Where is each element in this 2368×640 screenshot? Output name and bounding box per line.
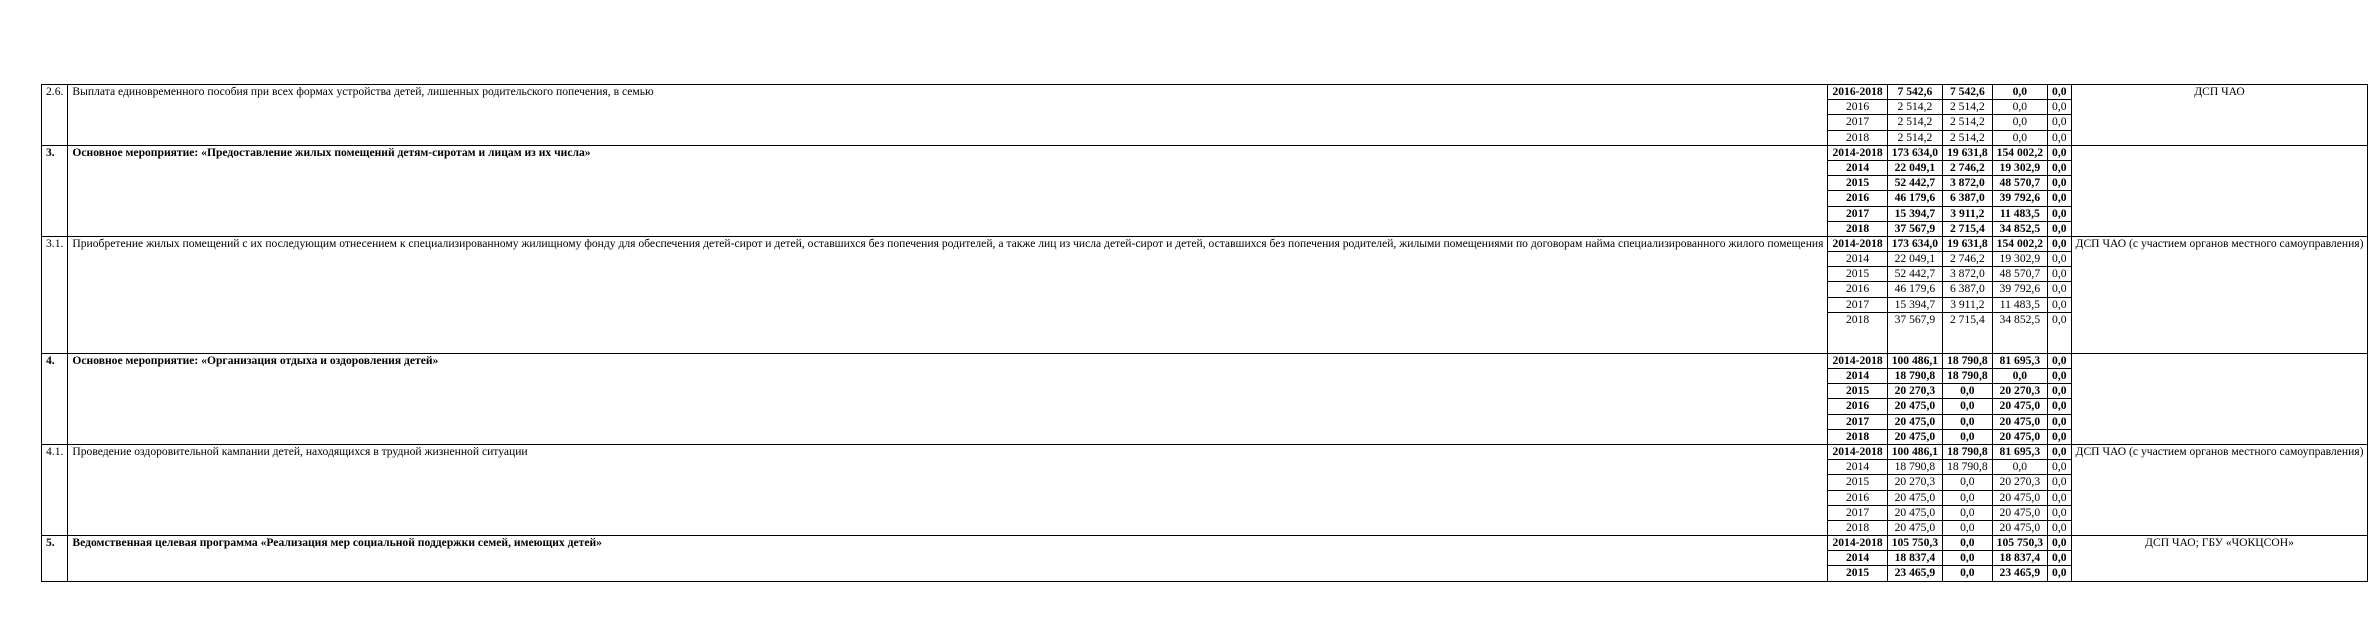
cell-total: 7 542,6 (1887, 85, 1942, 100)
responsible-executor: ДСП ЧАО (с участием органов местного самоуправления) (2071, 444, 2368, 535)
cell-year: 2015 (1828, 475, 1887, 490)
cell-total: 46 179,6 (1887, 191, 1942, 206)
cell-other: 0,0 (2048, 536, 2072, 551)
cell-total: 20 475,0 (1887, 505, 1942, 520)
activity-description: Выплата единовременного пособия при всех формах устройства детей, лишенных родительского попечения, в семью (68, 85, 1828, 146)
cell-other: 0,0 (2048, 282, 2072, 297)
table-row-activity (42, 145, 2368, 160)
cell-other: 0,0 (2048, 505, 2072, 520)
cell-year: 2016 (1828, 191, 1887, 206)
cell-year: 2015 (1828, 267, 1887, 282)
budget-table (41, 84, 2368, 582)
cell-federal: 154 002,2 (1992, 236, 2047, 251)
cell-other: 0,0 (2048, 566, 2072, 581)
cell-federal: 39 792,6 (1992, 191, 2047, 206)
cell-year: 2014-2018 (1828, 536, 1887, 551)
cell-federal: 11 483,5 (1992, 297, 2047, 312)
cell-total: 173 634,0 (1887, 145, 1942, 160)
row-number: 4. (42, 353, 68, 444)
cell-okrug: 0,0 (1943, 490, 1993, 505)
cell-federal: 23 465,9 (1992, 566, 2047, 581)
cell-total: 20 475,0 (1887, 520, 1942, 535)
cell-year: 2017 (1828, 414, 1887, 429)
cell-total: 15 394,7 (1887, 206, 1942, 221)
cell-year: 2018 (1828, 520, 1887, 535)
table-row-activity (42, 236, 2368, 251)
responsible-executor: ДСП ЧАО; ГБУ «ЧОКЦСОН» (2071, 536, 2368, 582)
cell-federal: 0,0 (1992, 100, 2047, 115)
cell-okrug: 0,0 (1943, 399, 1993, 414)
cell-other: 0,0 (2048, 490, 2072, 505)
cell-total: 100 486,1 (1887, 353, 1942, 368)
responsible-executor: ДСП ЧАО (2071, 85, 2368, 146)
cell-other: 0,0 (2048, 130, 2072, 145)
cell-total: 2 514,2 (1887, 115, 1942, 130)
cell-other: 0,0 (2048, 444, 2072, 459)
cell-total: 37 567,9 (1887, 312, 1942, 353)
cell-other: 0,0 (2048, 236, 2072, 251)
table-row-activity (42, 353, 2368, 368)
cell-okrug: 2 746,2 (1943, 160, 1993, 175)
cell-federal: 0,0 (1992, 130, 2047, 145)
cell-okrug: 0,0 (1943, 384, 1993, 399)
row-number: 5. (42, 536, 68, 582)
cell-federal: 34 852,5 (1992, 221, 2047, 236)
cell-year: 2016 (1828, 100, 1887, 115)
cell-other: 0,0 (2048, 160, 2072, 175)
cell-year: 2014 (1828, 160, 1887, 175)
cell-year: 2016 (1828, 399, 1887, 414)
cell-total: 20 475,0 (1887, 399, 1942, 414)
cell-federal: 20 475,0 (1992, 490, 2047, 505)
cell-okrug: 2 514,2 (1943, 115, 1993, 130)
cell-year: 2017 (1828, 297, 1887, 312)
cell-federal: 19 302,9 (1992, 160, 2047, 175)
cell-federal: 154 002,2 (1992, 145, 2047, 160)
cell-okrug: 3 911,2 (1943, 206, 1993, 221)
cell-federal: 20 475,0 (1992, 429, 2047, 444)
cell-total: 15 394,7 (1887, 297, 1942, 312)
cell-other: 0,0 (2048, 267, 2072, 282)
cell-okrug: 0,0 (1943, 551, 1993, 566)
cell-year: 2018 (1828, 221, 1887, 236)
cell-federal: 20 475,0 (1992, 520, 2047, 535)
activity-description: Основное мероприятие: «Организация отдыха и оздоровления детей» (68, 353, 1828, 444)
row-number: 3. (42, 145, 68, 236)
cell-other: 0,0 (2048, 115, 2072, 130)
cell-year: 2016 (1828, 490, 1887, 505)
cell-other: 0,0 (2048, 399, 2072, 414)
cell-other: 0,0 (2048, 252, 2072, 267)
cell-federal: 81 695,3 (1992, 444, 2047, 459)
cell-total: 20 475,0 (1887, 414, 1942, 429)
cell-total: 20 475,0 (1887, 429, 1942, 444)
activity-description: Основное мероприятие: «Предоставление жилых помещений детям-сиротам и лицам из их числа» (68, 145, 1828, 236)
cell-federal: 0,0 (1992, 115, 2047, 130)
cell-total: 52 442,7 (1887, 176, 1942, 191)
cell-total: 20 475,0 (1887, 490, 1942, 505)
cell-okrug: 2 715,4 (1943, 221, 1993, 236)
cell-federal: 0,0 (1992, 460, 2047, 475)
cell-okrug: 6 387,0 (1943, 191, 1993, 206)
cell-year: 2015 (1828, 384, 1887, 399)
cell-federal: 39 792,6 (1992, 282, 2047, 297)
cell-federal: 48 570,7 (1992, 267, 2047, 282)
responsible-executor (2071, 145, 2368, 236)
responsible-executor (2071, 353, 2368, 444)
cell-other: 0,0 (2048, 414, 2072, 429)
cell-okrug: 18 790,8 (1943, 369, 1993, 384)
cell-okrug: 7 542,6 (1943, 85, 1993, 100)
cell-year: 2018 (1828, 130, 1887, 145)
cell-okrug: 0,0 (1943, 429, 1993, 444)
cell-year: 2016-2018 (1828, 85, 1887, 100)
cell-other: 0,0 (2048, 551, 2072, 566)
cell-federal: 81 695,3 (1992, 353, 2047, 368)
cell-total: 22 049,1 (1887, 160, 1942, 175)
cell-total: 52 442,7 (1887, 267, 1942, 282)
cell-other: 0,0 (2048, 206, 2072, 221)
table-row-activity (42, 85, 2368, 100)
cell-total: 22 049,1 (1887, 252, 1942, 267)
table-row-activity (42, 536, 2368, 551)
cell-federal: 0,0 (1992, 85, 2047, 100)
cell-other: 0,0 (2048, 353, 2072, 368)
cell-federal: 18 837,4 (1992, 551, 2047, 566)
activity-description: Ведомственная целевая программа «Реализация мер социальной поддержки семей, имеющих детей» (68, 536, 1828, 582)
cell-year: 2014-2018 (1828, 236, 1887, 251)
cell-okrug: 0,0 (1943, 414, 1993, 429)
cell-okrug: 18 790,8 (1943, 353, 1993, 368)
cell-okrug: 3 911,2 (1943, 297, 1993, 312)
cell-federal: 105 750,3 (1992, 536, 2047, 551)
cell-other: 0,0 (2048, 145, 2072, 160)
cell-other: 0,0 (2048, 297, 2072, 312)
cell-total: 2 514,2 (1887, 100, 1942, 115)
cell-okrug: 3 872,0 (1943, 176, 1993, 191)
cell-total: 173 634,0 (1887, 236, 1942, 251)
cell-total: 23 465,9 (1887, 566, 1942, 581)
cell-year: 2014-2018 (1828, 444, 1887, 459)
cell-federal: 34 852,5 (1992, 312, 2047, 353)
cell-year: 2014-2018 (1828, 353, 1887, 368)
cell-total: 100 486,1 (1887, 444, 1942, 459)
row-number: 2.6. (42, 85, 68, 146)
cell-other: 0,0 (2048, 384, 2072, 399)
cell-okrug: 0,0 (1943, 566, 1993, 581)
cell-total: 37 567,9 (1887, 221, 1942, 236)
cell-other: 0,0 (2048, 520, 2072, 535)
cell-year: 2018 (1828, 312, 1887, 353)
cell-federal: 19 302,9 (1992, 252, 2047, 267)
cell-other: 0,0 (2048, 460, 2072, 475)
cell-okrug: 2 514,2 (1943, 130, 1993, 145)
activity-description: Проведение оздоровительной кампании детей, находящихся в трудной жизненной ситуации (68, 444, 1828, 535)
cell-total: 20 270,3 (1887, 475, 1942, 490)
cell-okrug: 19 631,8 (1943, 145, 1993, 160)
cell-year: 2015 (1828, 176, 1887, 191)
cell-okrug: 2 715,4 (1943, 312, 1993, 353)
cell-other: 0,0 (2048, 221, 2072, 236)
cell-total: 105 750,3 (1887, 536, 1942, 551)
cell-other: 0,0 (2048, 429, 2072, 444)
cell-total: 46 179,6 (1887, 282, 1942, 297)
cell-federal: 20 475,0 (1992, 414, 2047, 429)
cell-other: 0,0 (2048, 85, 2072, 100)
cell-federal: 20 475,0 (1992, 399, 2047, 414)
cell-okrug: 18 790,8 (1943, 444, 1993, 459)
cell-other: 0,0 (2048, 100, 2072, 115)
cell-year: 2017 (1828, 505, 1887, 520)
cell-other: 0,0 (2048, 475, 2072, 490)
cell-total: 18 790,8 (1887, 460, 1942, 475)
row-number: 3.1. (42, 236, 68, 353)
cell-year: 2017 (1828, 115, 1887, 130)
responsible-executor: ДСП ЧАО (с участием органов местного самоуправления) (2071, 236, 2368, 353)
cell-total: 18 837,4 (1887, 551, 1942, 566)
cell-federal: 11 483,5 (1992, 206, 2047, 221)
cell-year: 2014 (1828, 369, 1887, 384)
cell-other: 0,0 (2048, 312, 2072, 353)
cell-federal: 48 570,7 (1992, 176, 2047, 191)
cell-okrug: 18 790,8 (1943, 460, 1993, 475)
cell-year: 2017 (1828, 206, 1887, 221)
cell-other: 0,0 (2048, 369, 2072, 384)
cell-year: 2018 (1828, 429, 1887, 444)
cell-okrug: 2 746,2 (1943, 252, 1993, 267)
cell-okrug: 6 387,0 (1943, 282, 1993, 297)
cell-okrug: 0,0 (1943, 475, 1993, 490)
cell-federal: 20 475,0 (1992, 505, 2047, 520)
cell-okrug: 19 631,8 (1943, 236, 1993, 251)
cell-year: 2016 (1828, 282, 1887, 297)
cell-year: 2014-2018 (1828, 145, 1887, 160)
cell-okrug: 0,0 (1943, 520, 1993, 535)
cell-federal: 0,0 (1992, 369, 2047, 384)
activity-description: Приобретение жилых помещений с их последующим отнесением к специализированному жилищному фонду для обеспечения детей-сирот и детей, оставшихся без попечения родителей, а также лиц из числа детей-сирот и детей, оставшихся без попечения родителей, жилыми помещениями по договорам найма специализированного жилого помещения (68, 236, 1828, 353)
cell-okrug: 2 514,2 (1943, 100, 1993, 115)
row-number: 4.1. (42, 444, 68, 535)
cell-okrug: 0,0 (1943, 536, 1993, 551)
cell-year: 2015 (1828, 566, 1887, 581)
cell-okrug: 0,0 (1943, 505, 1993, 520)
cell-year: 2014 (1828, 551, 1887, 566)
cell-federal: 20 270,3 (1992, 384, 2047, 399)
cell-federal: 20 270,3 (1992, 475, 2047, 490)
cell-other: 0,0 (2048, 191, 2072, 206)
cell-year: 2014 (1828, 460, 1887, 475)
cell-other: 0,0 (2048, 176, 2072, 191)
cell-okrug: 3 872,0 (1943, 267, 1993, 282)
table-row-activity (42, 444, 2368, 459)
cell-total: 2 514,2 (1887, 130, 1942, 145)
cell-year: 2014 (1828, 252, 1887, 267)
cell-total: 18 790,8 (1887, 369, 1942, 384)
cell-total: 20 270,3 (1887, 384, 1942, 399)
